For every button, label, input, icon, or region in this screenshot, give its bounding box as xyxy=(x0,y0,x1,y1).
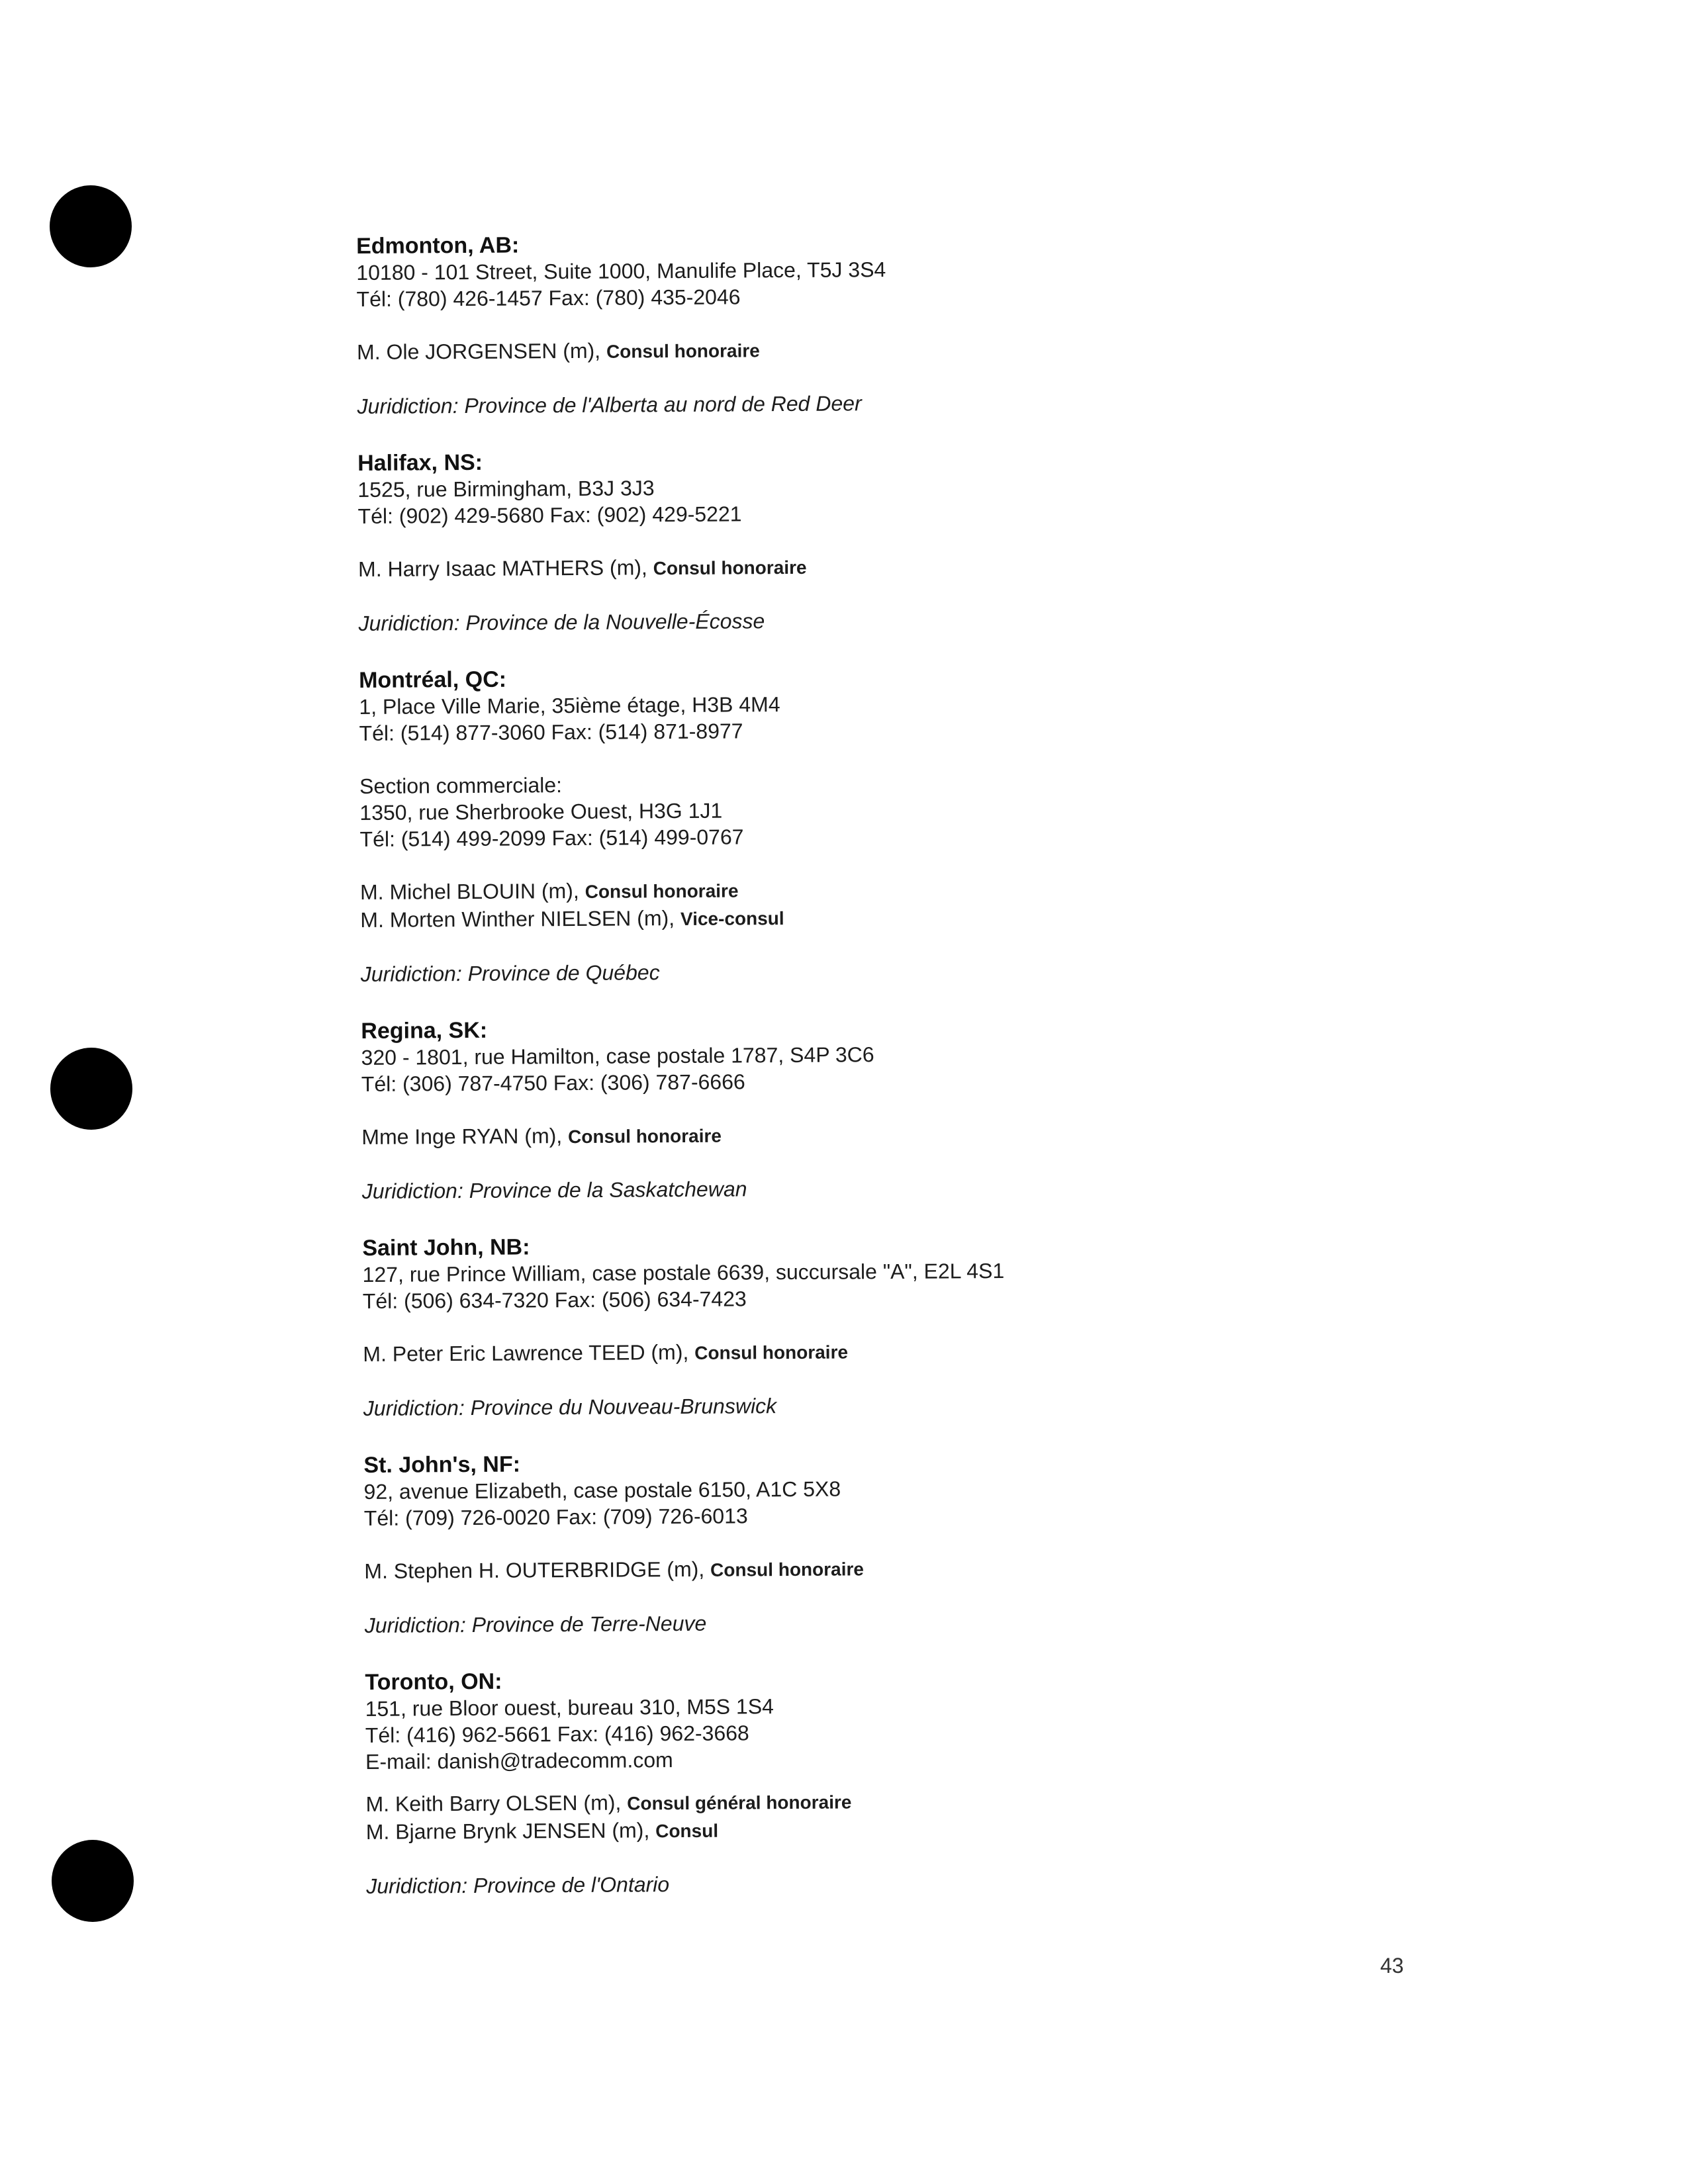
entry-regina xyxy=(361,1011,1487,1205)
officials-list xyxy=(360,872,1485,934)
officials-list xyxy=(365,1784,1491,1846)
official xyxy=(361,1117,1487,1152)
official-title: Consul honoraire xyxy=(585,880,739,902)
official xyxy=(364,1551,1489,1586)
phone-fax-line: Tél: (416) 962-5661 Fax: (416) 962-3668 xyxy=(365,1721,749,1747)
official-name: M. Peter Eric Lawrence TEED (m), xyxy=(363,1340,689,1366)
punch-hole-top xyxy=(50,185,132,267)
phone-fax-line: Tél: (514) 877-3060 Fax: (514) 871-8977 xyxy=(359,719,743,745)
section-phone-fax-line: Tél: (514) 499-2099 Fax: (514) 499-0767 xyxy=(359,825,744,851)
official-title: Consul honoraire xyxy=(606,340,760,362)
official-name: M. Harry Isaac MATHERS (m), xyxy=(357,555,647,581)
phone-fax-line: Tél: (709) 726-0020 Fax: (709) 726-6013 xyxy=(363,1504,748,1530)
city-heading: Saint John, NB: xyxy=(362,1234,530,1261)
entry-toronto xyxy=(365,1662,1491,1899)
official-name: Mme Inge RYAN (m), xyxy=(361,1124,563,1149)
entry-halifax xyxy=(357,443,1484,637)
entry-st-johns xyxy=(363,1445,1490,1639)
officials-list xyxy=(363,1334,1488,1369)
officials-list xyxy=(357,332,1482,367)
jurisdiction: Juridiction: Province de l'Ontario xyxy=(366,1872,670,1898)
official-title: Consul honoraire xyxy=(653,557,807,579)
address-line: 320 - 1801, rue Hamilton, case postale 1787, S4P 3C6 xyxy=(361,1042,874,1069)
phone-fax-line: Tél: (780) 426-1457 Fax: (780) 435-2046 xyxy=(356,285,741,311)
city-heading: Regina, SK: xyxy=(361,1017,488,1044)
jurisdiction: Juridiction: Province du Nouveau-Brunswick xyxy=(363,1394,777,1420)
official-title: Vice-consul xyxy=(680,908,784,930)
entry-montreal xyxy=(359,660,1486,987)
official xyxy=(363,1334,1488,1369)
phone-fax-line: Tél: (902) 429-5680 Fax: (902) 429-5221 xyxy=(357,502,742,528)
city-heading: Montréal, QC: xyxy=(359,666,507,693)
official-title: Consul honoraire xyxy=(568,1125,722,1148)
page-number: 43 xyxy=(1380,1954,1404,1978)
entry-edmonton xyxy=(356,226,1483,420)
official-title: Consul xyxy=(655,1820,719,1842)
phone-fax-line: Tél: (306) 787-4750 Fax: (306) 787-6666 xyxy=(361,1069,745,1096)
official xyxy=(366,1812,1491,1846)
official-name: M. Stephen H. OUTERBRIDGE (m), xyxy=(364,1557,705,1583)
jurisdiction: Juridiction: Province de l'Alberta au nord de Red Deer xyxy=(357,391,862,418)
punch-hole-bottom xyxy=(52,1840,134,1922)
jurisdiction: Juridiction: Province de Terre-Neuve xyxy=(364,1611,707,1637)
official-name: M. Michel BLOUIN (m), xyxy=(359,878,579,904)
official-title: Consul honoraire xyxy=(710,1559,865,1580)
officials-list xyxy=(358,549,1483,584)
address-line: 1525, rue Birmingham, B3J 3J3 xyxy=(357,476,655,502)
official-name: M. Morten Winther NIELSEN (m), xyxy=(360,906,675,932)
jurisdiction: Juridiction: Province de la Saskatchewan xyxy=(361,1177,747,1203)
phone-fax-line: Tél: (506) 634-7320 Fax: (506) 634-7423 xyxy=(362,1287,747,1313)
address-line: 151, rue Bloor ouest, bureau 310, M5S 1S4 xyxy=(365,1694,774,1721)
jurisdiction: Juridiction: Province de la Nouvelle-Écosse xyxy=(358,609,765,635)
jurisdiction: Juridiction: Province de Québec xyxy=(360,960,660,986)
official xyxy=(360,900,1485,934)
officials-list xyxy=(364,1551,1489,1586)
official-title: Consul honoraire xyxy=(694,1342,849,1363)
address-line: 1, Place Ville Marie, 35ième étage, H3B 4M4 xyxy=(359,692,780,719)
city-heading: Toronto, ON: xyxy=(365,1668,502,1695)
punch-hole-middle xyxy=(50,1048,132,1130)
officials-list xyxy=(361,1117,1487,1152)
city-heading: Halifax, NS: xyxy=(357,449,483,476)
section-address-line: 1350, rue Sherbrooke Ouest, H3G 1J1 xyxy=(359,798,723,825)
official-name: M. Ole JORGENSEN (m), xyxy=(356,338,601,364)
address-line: 127, rue Prince William, case postale 6639, succursale "A", E2L 4S1 xyxy=(362,1259,1005,1287)
address-line: 92, avenue Elizabeth, case postale 6150, A1C 5X8 xyxy=(363,1477,841,1504)
official-name: M. Keith Barry OLSEN (m), xyxy=(365,1790,622,1816)
official xyxy=(357,332,1482,367)
section-heading: Section commerciale: xyxy=(359,773,563,798)
city-heading: St. John's, NF: xyxy=(363,1451,521,1478)
official-name: M. Bjarne Brynk JENSEN (m), xyxy=(365,1818,650,1844)
consulate-listing xyxy=(356,226,1492,1930)
official-title: Consul général honoraire xyxy=(627,1792,852,1814)
entry-saint-john xyxy=(362,1228,1489,1422)
official xyxy=(358,549,1483,584)
address-line: 10180 - 101 Street, Suite 1000, Manulife Place, T5J 3S4 xyxy=(356,257,886,285)
city-heading: Edmonton, AB: xyxy=(356,232,520,259)
email-line: E-mail: danish@tradecomm.com xyxy=(365,1748,673,1774)
